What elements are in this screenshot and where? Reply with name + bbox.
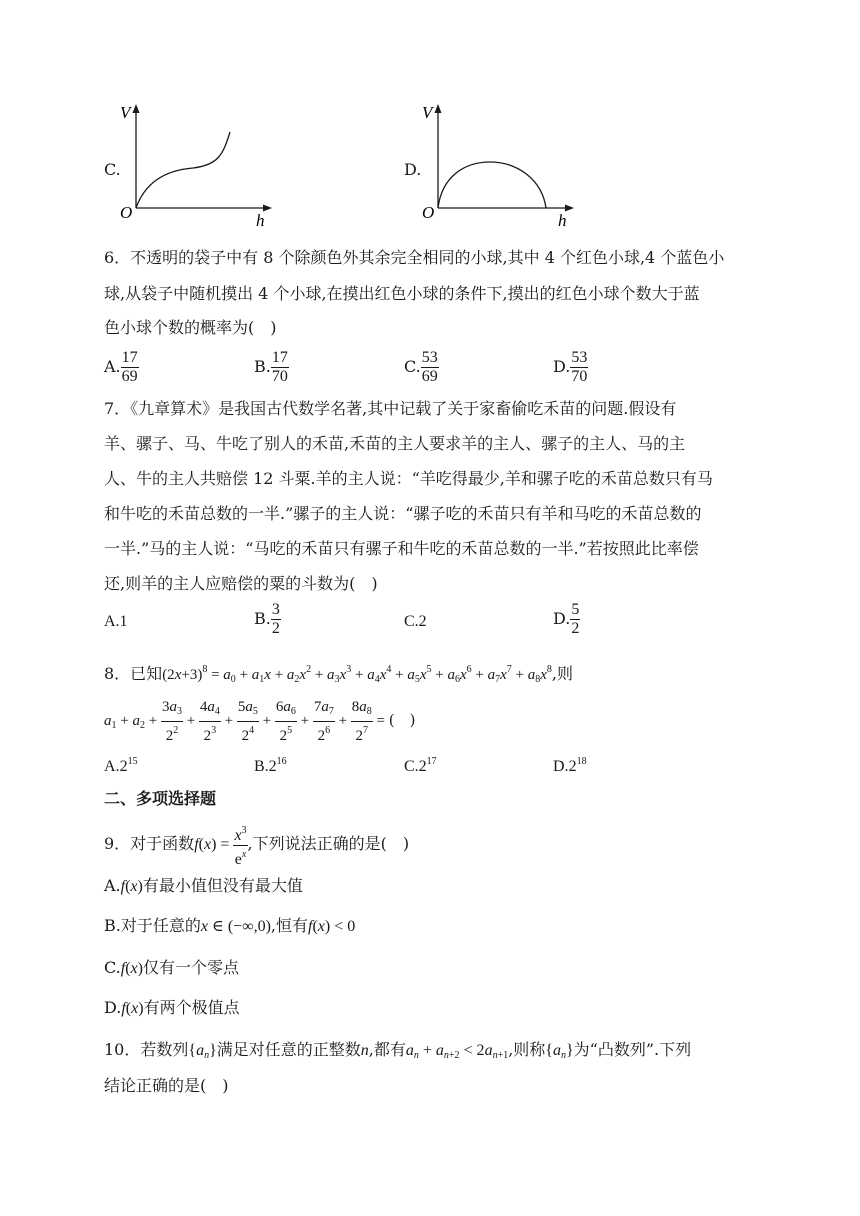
q9-option-c[interactable]: C.f(x)仅有一个零点 <box>104 958 239 977</box>
graph-c-curve <box>136 132 230 208</box>
q10-line-1: 10．若数列$\{a_n\}$满足对任意的正整数n,都有$a_n + a_{n+2} < 2a_{n+1}$,则称$\{a_n\}$为“凸数列”.下列 <box>104 1040 692 1061</box>
q7-line-3: 人、牛的主人共赔偿 12 斗粟.羊的主人说：“羊吃得最少,羊和骡子吃的禾苗总数只有马 <box>104 469 713 488</box>
graph-c <box>118 100 278 230</box>
q7-line-2: 羊、骡子、马、牛吃了别人的禾苗,禾苗的主人要求羊的主人、骡子的主人、马的主 <box>104 434 686 453</box>
graph-d <box>420 100 580 230</box>
q9-option-d[interactable]: D.f(x)有两个极值点 <box>104 998 240 1017</box>
q7-option-a[interactable]: A.1 <box>104 613 128 630</box>
q7-option-b[interactable]: B. $\frac{3}{2}$ <box>254 601 280 637</box>
q9-option-b[interactable]: B.对于任意的x ∈ (−∞,0),恒有f(x) < 0 <box>104 916 356 935</box>
q6-option-d[interactable]: D. $\frac{53}{70}$ <box>553 349 588 385</box>
q6-option-c[interactable]: C. $\frac{53}{69}$ <box>404 349 438 385</box>
q7-line-5: 一半.”马的主人说：“马吃的禾苗只有骡子和牛吃的禾苗总数的一半.”若按照此比率偿 <box>104 539 699 558</box>
q7-option-c[interactable]: C.2 <box>404 613 427 630</box>
graph-d-v-label: V <box>422 103 433 122</box>
graph-d-y-arrow <box>435 104 442 113</box>
graph-c-y-arrow <box>133 104 140 113</box>
graph-c-o-label: O <box>120 203 133 222</box>
q7-option-d[interactable]: D. $\frac{5}{2}$ <box>553 601 580 637</box>
q6-option-b[interactable]: B. $\frac{17}{70}$ <box>254 349 288 385</box>
q7-line-1: 7．《九章算术》是我国古代数学名著,其中记载了关于家畜偷吃禾苗的问题.假设有 <box>104 399 677 418</box>
q9-option-a[interactable]: A.f(x)有最小值但没有最大值 <box>104 876 303 895</box>
q7-line-4: 和牛吃的禾苗总数的一半.”骡子的主人说：“骡子吃的禾苗只有羊和马吃的禾苗总数的 <box>104 504 702 523</box>
graph-c-v-label: V <box>120 103 131 122</box>
q8-line-1: 8．已知$(2x+3)^8 = a_0 + a_1x + a_2x^2 + a_3x^3 + a_4x^4 + a_5x^5 + a_6x^6 + a_7x^7 + a_8x^8$,则 <box>104 664 574 685</box>
q8-option-d[interactable]: $D.2^{18}$ <box>553 756 587 775</box>
graph-d-curve <box>438 162 546 208</box>
q6-line-2: 球,从袋子中随机摸出 4 个小球,在摸出红色小球的条件下,摸出的红色小球个数大于蓝 <box>104 284 700 303</box>
q6-line-3: 色小球个数的概率为( ) <box>104 318 277 337</box>
q8-expansion: $(2x+3)^8 = a_0 + a_1x + a_2x^2 + a_3x^3 + a_4x^4 + a_5x^5 + a_6x^6 + a_7x^7 + a_8x^8$ <box>162 664 552 685</box>
q7-line-6: 还,则羊的主人应赔偿的粟的斗数为( ) <box>104 574 378 593</box>
q8-sum-expression: $a_1 + a_2$ + $\frac{3a_3}{2^2}$ + $\frac{4a_4}{2^3}$ + $\frac{5a_5}{2^4}$ + $\frac{6a_6}{2^5}$ + $\frac{7a_7}{2^6}$ + $\frac{8a_8}{2^7}$ = ( ) <box>104 699 416 744</box>
q9-function: f(x) = $\frac{x^3}{e^x}$ <box>194 836 247 853</box>
section-2-title: 二、多项选择题 <box>104 789 217 808</box>
graph-d-h-label: h <box>558 211 567 230</box>
q6-option-a[interactable]: A. $\frac{17}{69}$ <box>104 349 138 385</box>
q8-option-b[interactable]: $B.2^{16}$ <box>254 756 287 775</box>
q8-option-a[interactable]: $A.2^{15}$ <box>104 756 138 775</box>
graph-c-h-label: h <box>256 211 265 230</box>
graph-d-o-label: O <box>422 203 435 222</box>
graph-d-label: D. <box>404 160 422 179</box>
q10-line-2: 结论正确的是( ) <box>104 1076 229 1095</box>
graph-c-label: C. <box>104 160 121 179</box>
q6-line-1: 6．不透明的袋子中有 8 个除颜色外其余完全相同的小球,其中 4 个红色小球,4 个蓝色小 <box>104 248 725 267</box>
q8-option-c[interactable]: $C.2^{17}$ <box>404 756 437 775</box>
q9-stem: 9．对于函数f(x) = $\frac{x^3}{e^x}$ ,下列说法正确的是( ) <box>104 822 409 869</box>
